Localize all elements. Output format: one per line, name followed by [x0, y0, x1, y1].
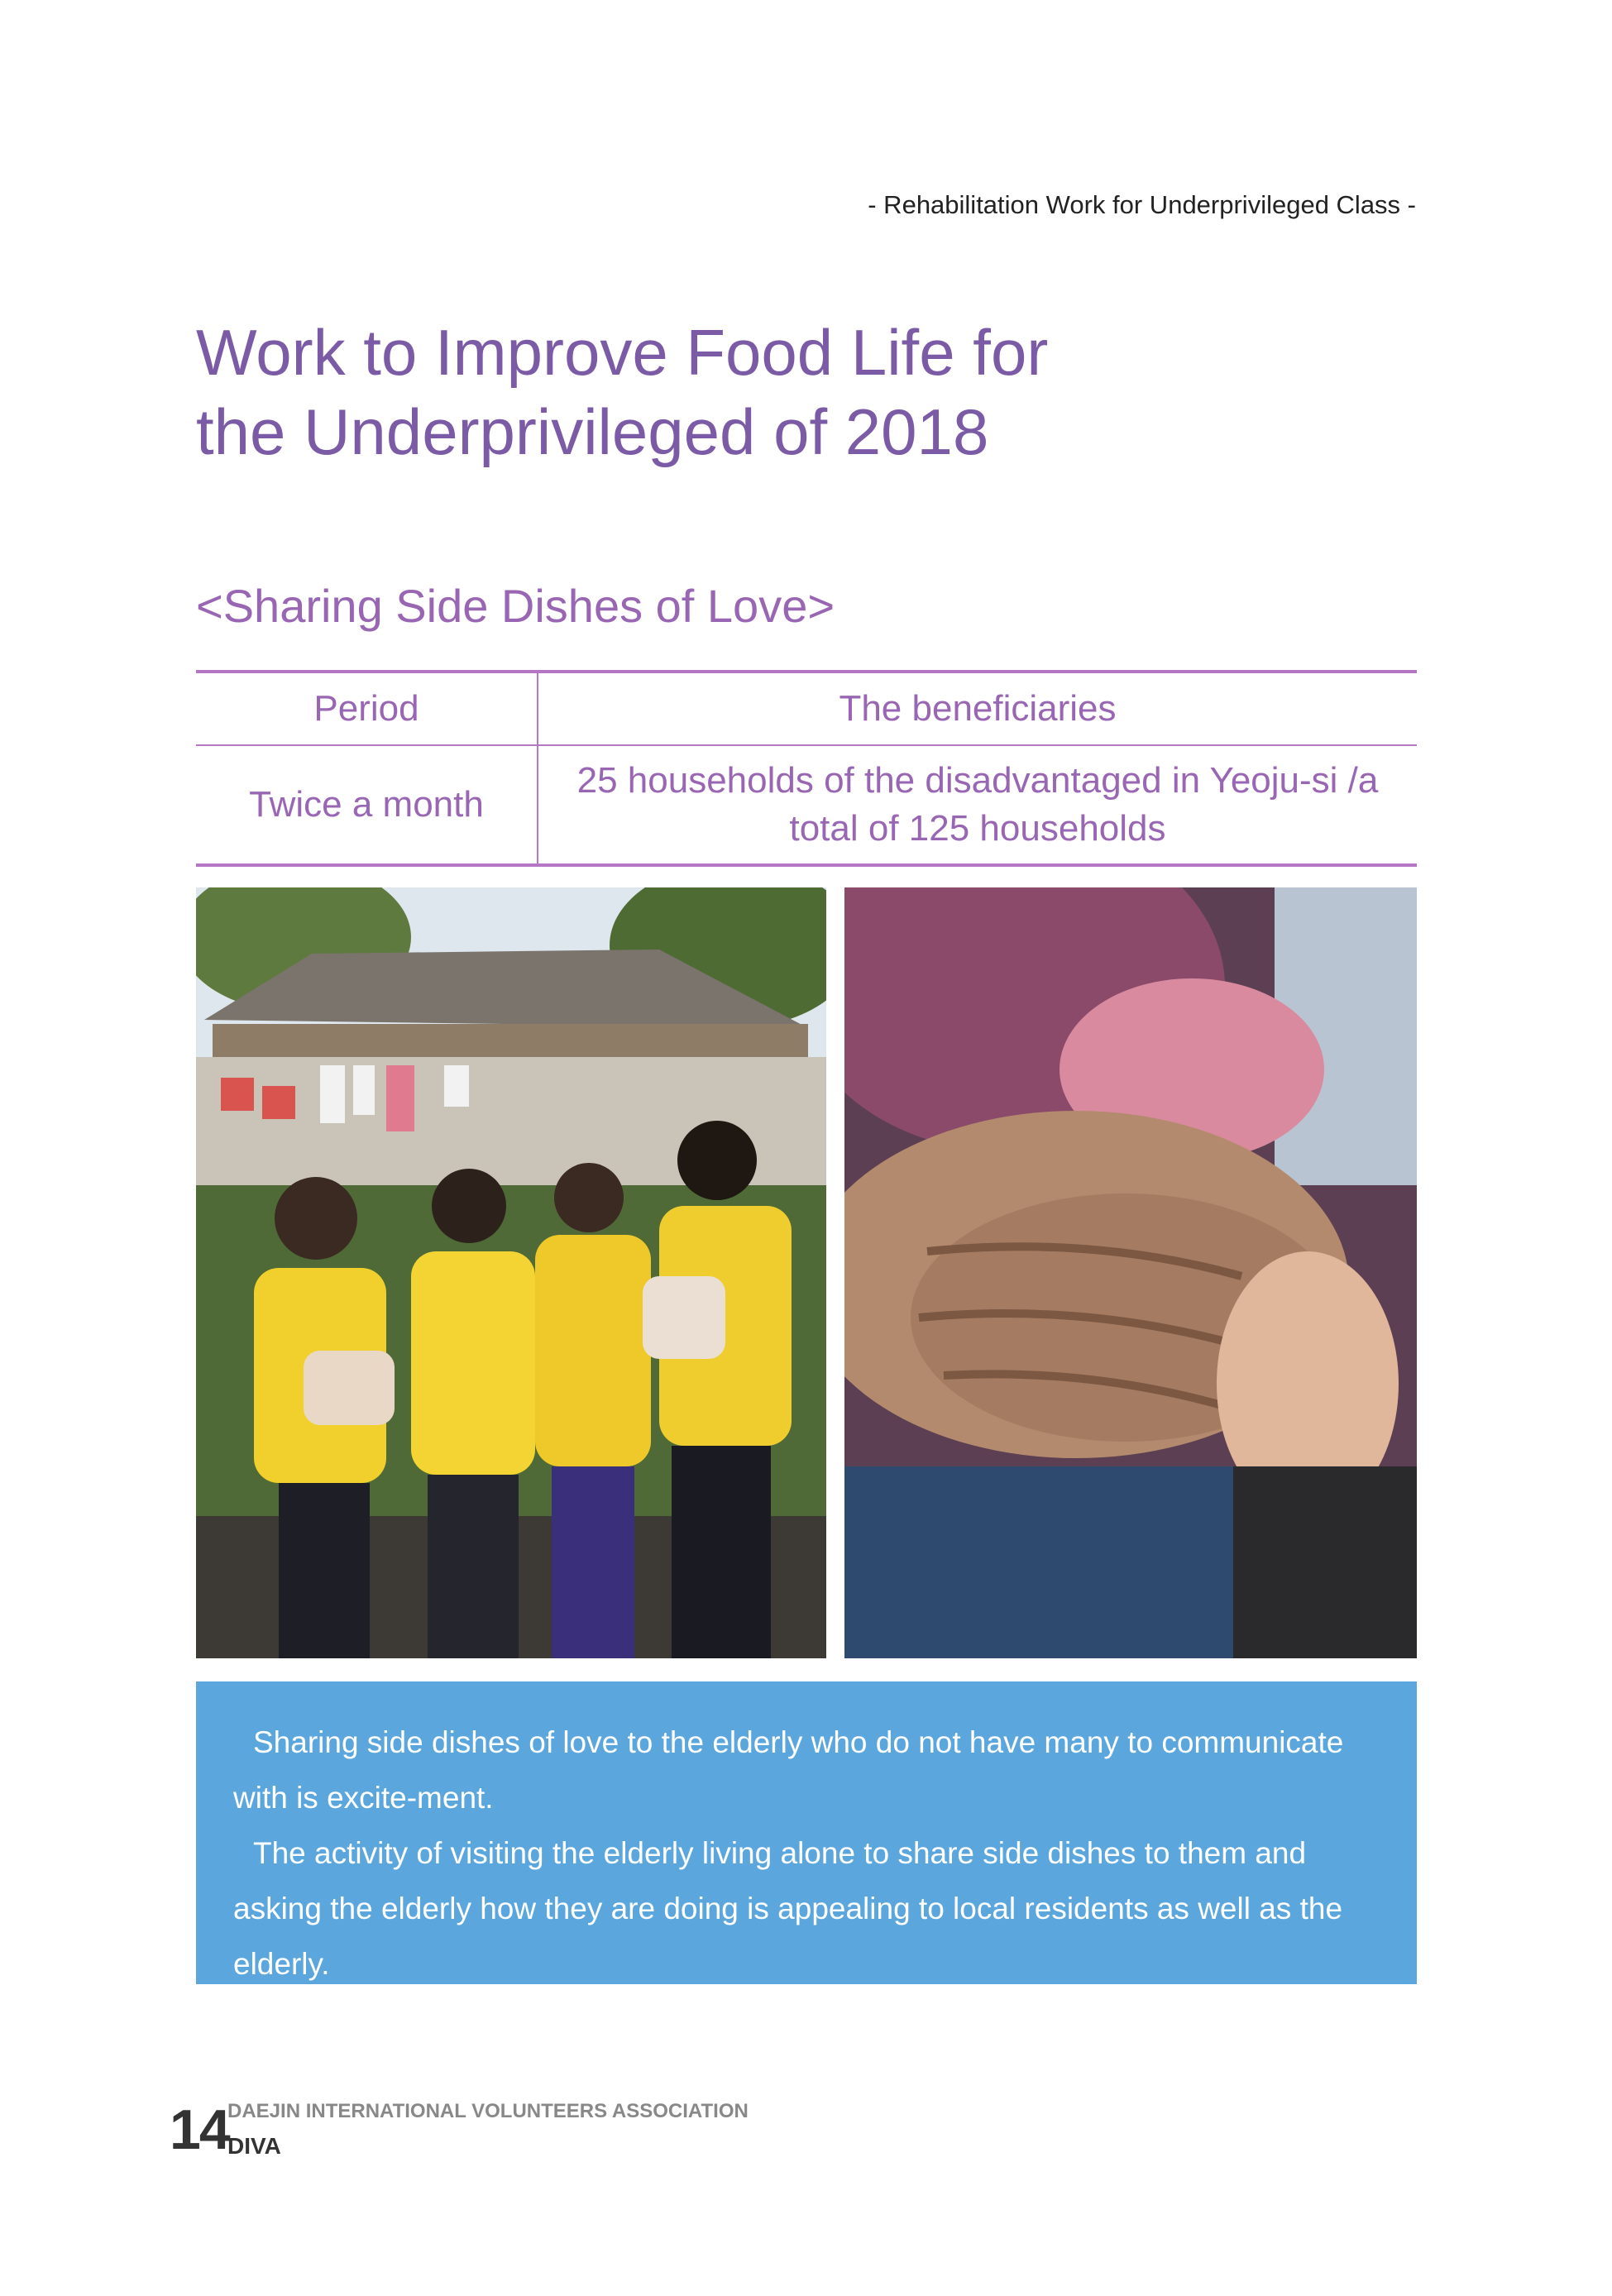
table-cell-period: Twice a month: [196, 745, 538, 865]
page-number: 14: [170, 2098, 229, 2161]
table-header-period: Period: [196, 672, 538, 745]
caption-paragraph-1: Sharing side dishes of love to the elderly who do not have many to communicate with is excite-ment.: [233, 1725, 1344, 1815]
table-cell-beneficiaries: 25 households of the disadvantaged in Yeoju-si /a total of 125 households: [538, 745, 1417, 865]
caption-box: [196, 1681, 1417, 1984]
page-title-line-1: Work to Improve Food Life for: [196, 316, 1049, 389]
holding-hands-photo: [844, 887, 1417, 1658]
organization-name: DAEJIN INTERNATIONAL VOLUNTEERS ASSOCIATION: [227, 2100, 749, 2122]
table-header-beneficiaries: The beneficiaries: [538, 672, 1417, 745]
section-label: - Rehabilitation Work for Underprivileged Class -: [868, 190, 1416, 219]
info-table: [196, 670, 1417, 867]
page-title-line-2: the Underprivileged of 2018: [196, 395, 989, 468]
organization-abbreviation: DIVA: [227, 2133, 281, 2159]
table-header-row: [196, 672, 1417, 745]
section-subtitle: <Sharing Side Dishes of Love>: [196, 580, 835, 632]
caption-paragraph-2: The activity of visiting the elderly living alone to share side dishes to them and asking the elderly how they are doing is appealing to local residents as well as the elderly.: [233, 1836, 1343, 1981]
table-row: [196, 745, 1417, 865]
page-title: [196, 313, 1271, 471]
volunteers-photo: [196, 887, 826, 1658]
